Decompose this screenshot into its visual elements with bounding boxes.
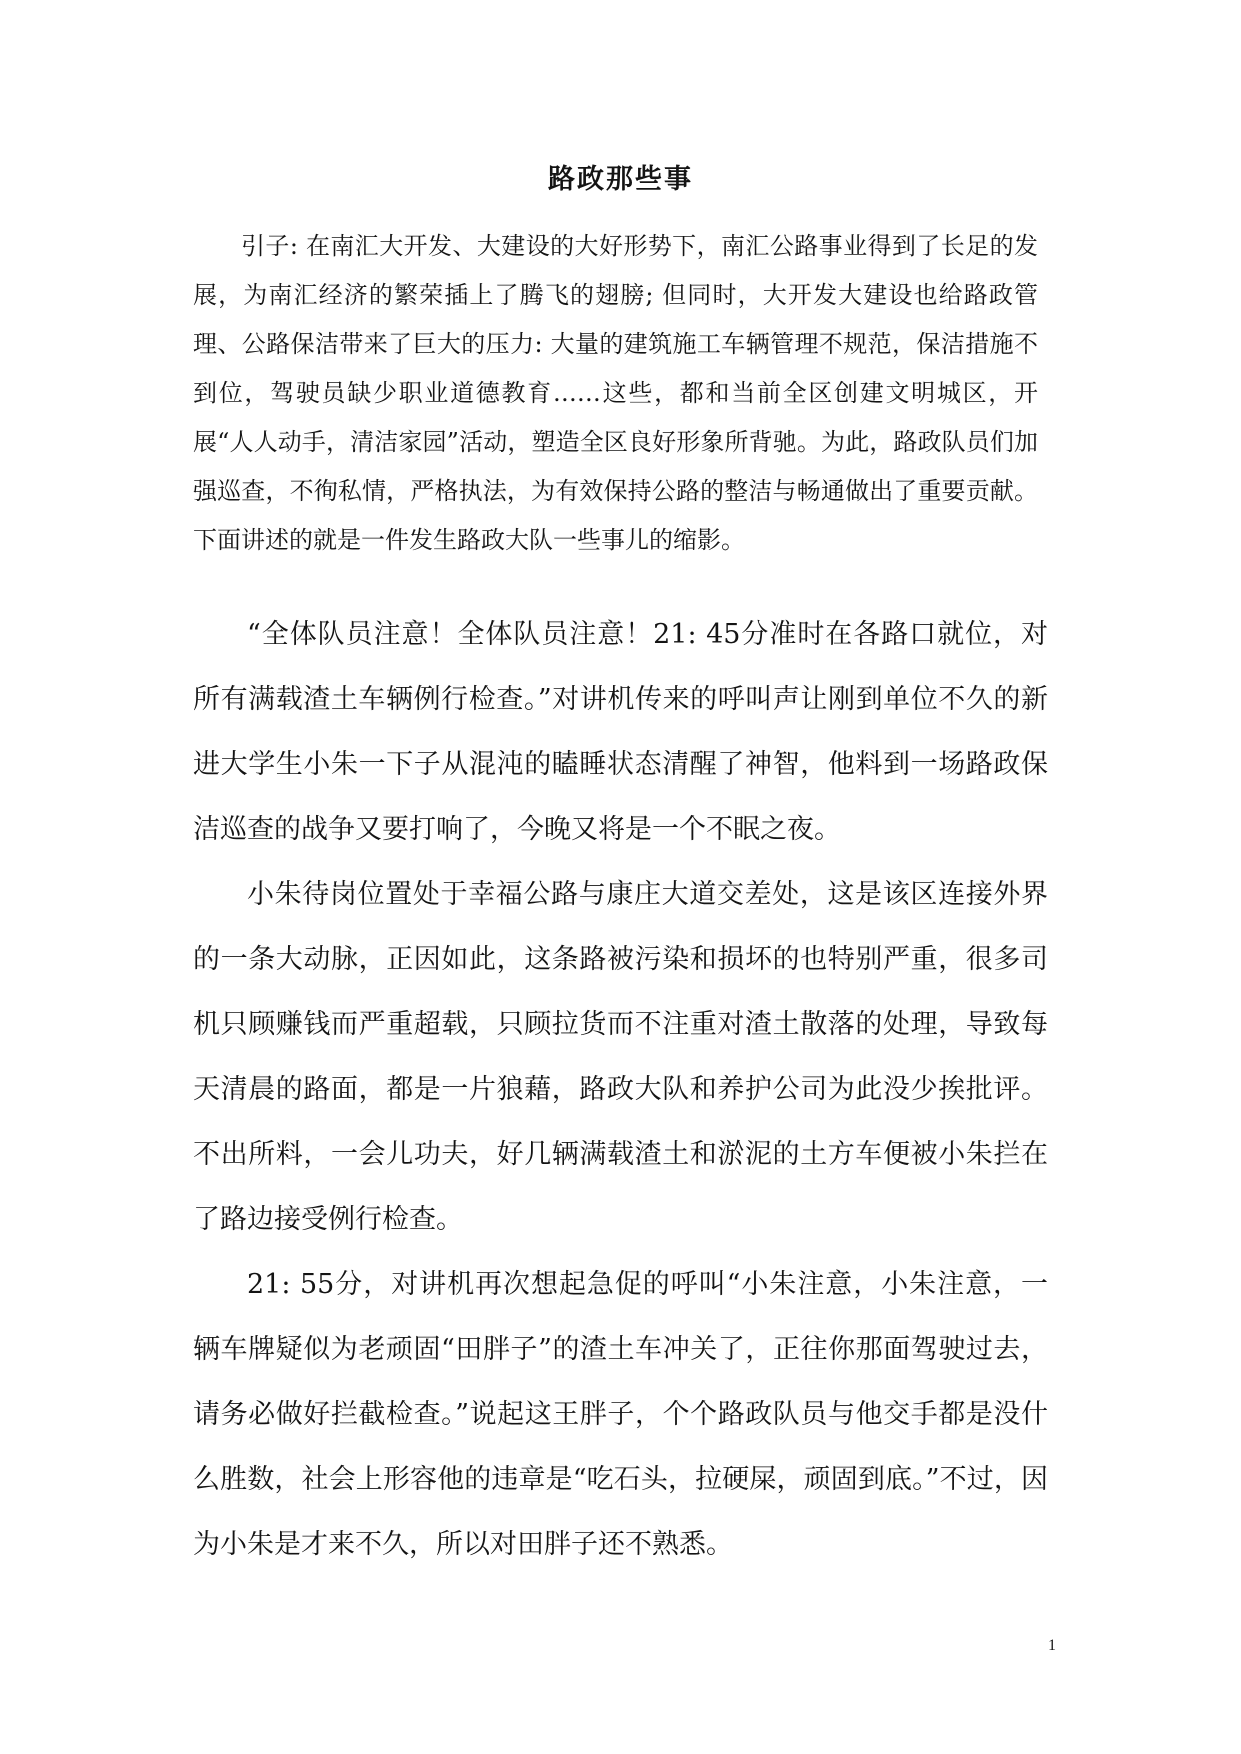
body-paragraph: 小朱待岗位置处于幸福公路与康庄大道交差处，这是该区连接外界的一条大动脉，正因如此，这条路被污染和损坏的也特别严重，很多司机只顾赚钱而严重超载，只顾拉货而不注重对渣土散落的处理，导致每天清晨的路面，都是一片狼藉，路政大队和养护公司为此没少挨批评。不出所料，一会儿功夫，好几辆满载渣土和淤泥的土方车便被小朱拦在了路边接受例行检查。 xyxy=(193,879,1048,1235)
page-number: 1 xyxy=(1048,1637,1056,1654)
body-paragraph: “全体队员注意！全体队员注意！21: 45分准时在各路口就位，对所有满载渣土车辆例行检查。”对讲机传来的呼叫声让刚到单位不久的新进大学生小朱一下子从混沌的瞌睡状态清醒了神智，他料到一场路政保洁巡查的战争又要打响了，今晚又将是一个不眠之夜。 xyxy=(193,619,1048,845)
body-paragraph: 21: 55分，对讲机再次想起急促的呼叫“小朱注意，小朱注意，一辆车牌疑似为老顽固“田胖子”的渣土车冲关了，正往你那面驾驶过去，请务必做好拦截检查。”说起这王胖子，个个路政队员与他交手都是没什么胜数，社会上形容他的违章是“吃石头，拉硬屎，顽固到底。”不过，因为小朱是才来不久，所以对田胖子还不熟悉。 xyxy=(193,1269,1048,1560)
body-text xyxy=(193,602,1048,1577)
document-title: 路政那些事 xyxy=(548,164,693,195)
intro-paragraph: 引子: 在南汇大开发、大建设的大好形势下，南汇公路事业得到了长足的发展，为南汇经济的繁荣插上了腾飞的翅膀; 但同时，大开发大建设也给路政管理、公路保洁带来了巨大的压力: 大量的建筑施工车辆管理不规范，保洁措施不到位，驾驶员缺少职业道德教育……这些，都和当前全区创建文明城区，开展“人人动手，清洁家园”活动，塑造全区良好形象所背驰。为此，路政队员们加强巡查，不徇私情，严格执法，为有效保持公路的整洁与畅通做出了重要贡献。下面讲述的就是一件发生路政大队一些事儿的缩影。 xyxy=(193,232,1038,554)
